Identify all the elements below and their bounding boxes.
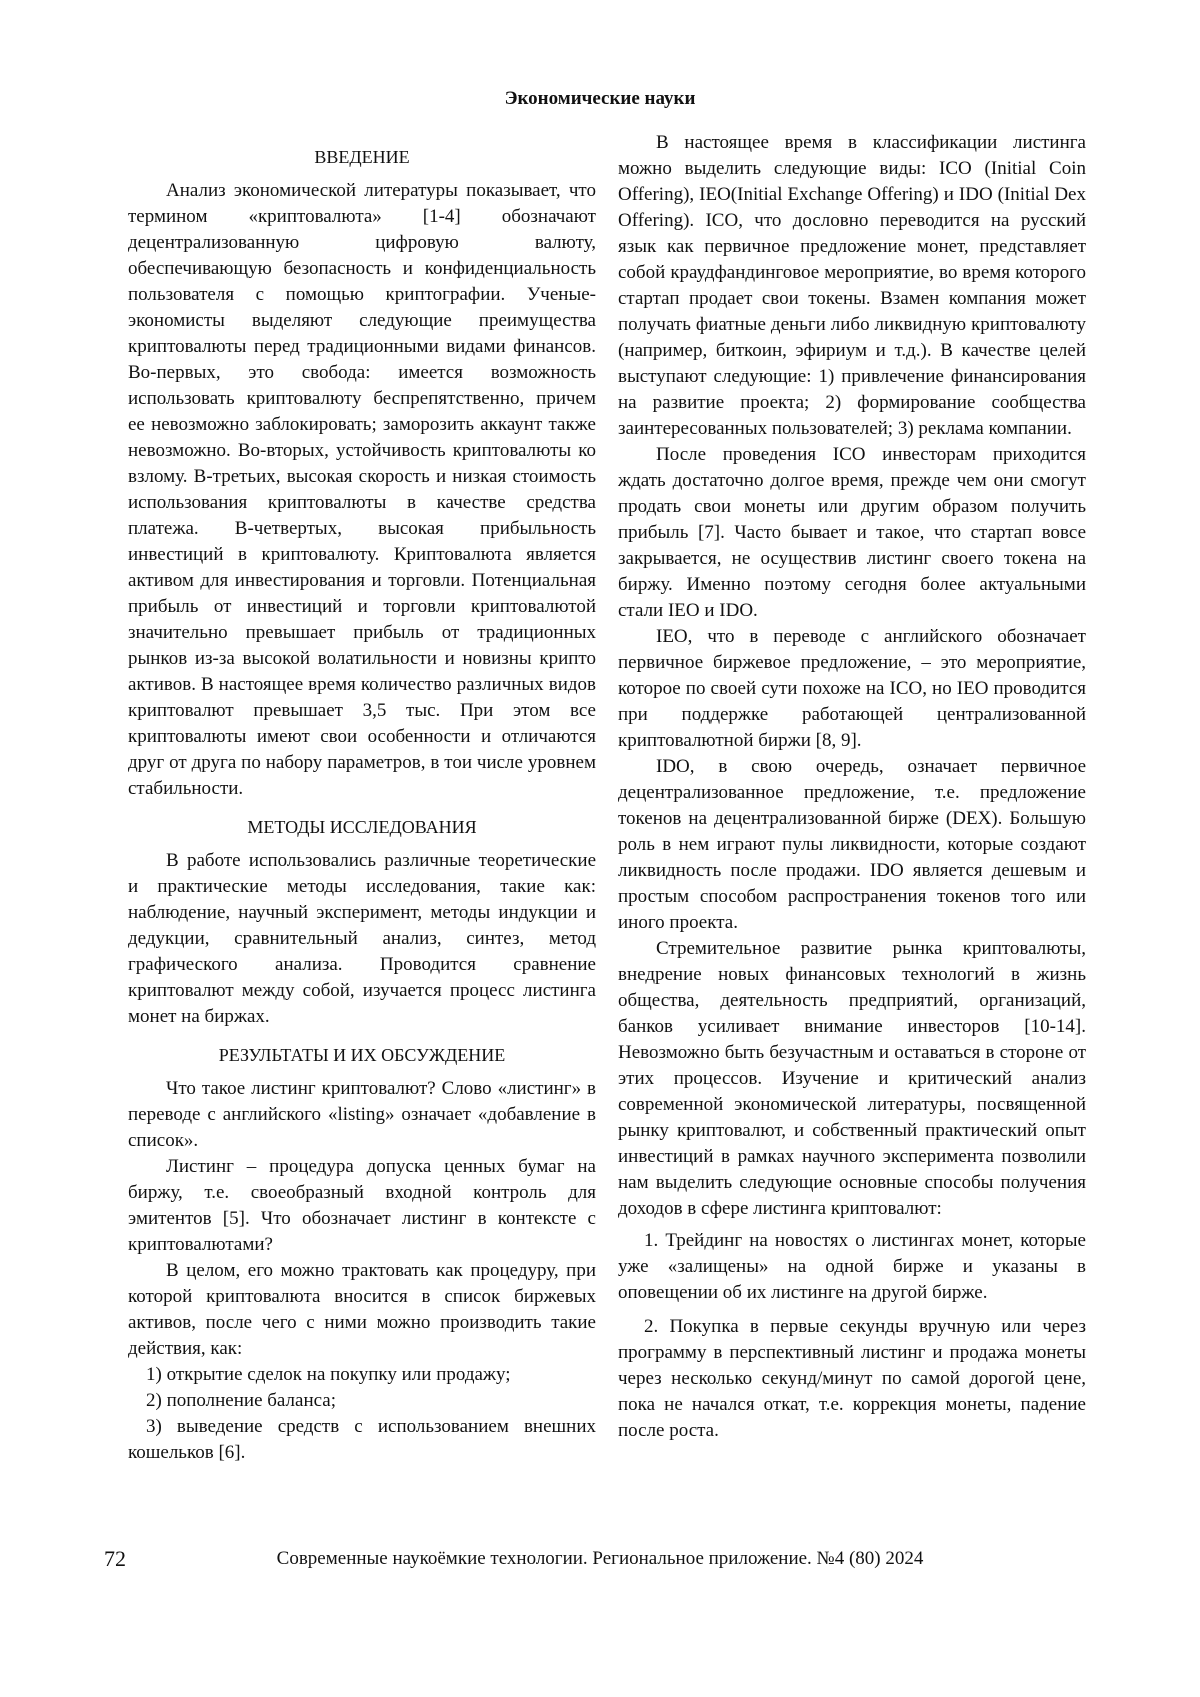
method-item: 2. Покупка в первые секунды вручную или через программу в перспективный листинг и продажа монеты через несколько секунд/минут по самой дорогой цене, пока не начался откат, т.е. коррекция монеты, падение после роста. — [618, 1316, 1086, 1441]
right-paragraph-2: После проведения ICO инвесторам приходится ждать достаточно долгое время, прежде чем они смогут продать свои монеты или другим образом получить прибыль [7]. Часто бывает и такое, что стартап вовсе закрывается, не осуществив листинг своего токена на биржу. Именно поэтому сегодня более актуальными стали IEO и IDO. — [618, 444, 1086, 621]
right-paragraph-4: IDO, в свою очередь, означает первичное децентрализованное предложение, т.е. предложение токенов на децентрализованной бирже (DEX). Большую роль в нем играют пулы ликвидности, которые создают ликвидность после продажи. IDO является дешевым и простым способом распространения токенов того или иного проекта. — [618, 756, 1086, 933]
action-item: 2) пополнение баланса; — [146, 1390, 336, 1411]
method-item: 1. Трейдинг на новостях о листингах монет, которые уже «залищены» на одной бирже и указаны в оповещении об их листинге на другой бирже. — [618, 1230, 1086, 1303]
results-paragraph-3: В целом, его можно трактовать как процедуру, при которой криптовалюта вносится в список биржевых активов, после чего с ними можно производить такие действия, как: — [128, 1260, 596, 1359]
actions-list — [128, 1362, 596, 1466]
right-paragraph-5: Стремительное развитие рынка криптовалюты, внедрение новых финансовых технологий в жизнь общества, деятельность предприятий, организаций, банков усиливает внимание инвесторов [10-14]. Невозможно быть безучастным и оставаться в стороне от этих процессов. Изучение и критический анализ современной экономической литературы, посвященной рынку криптовалют, и собственный практический опыт инвестиций в рамках научного эксперимента позволили нам выделить следующие основные способы получения доходов в сфере листинга криптовалют: — [618, 938, 1086, 1219]
left-column — [128, 144, 596, 1466]
journal-title: Современные наукоёмкие технологии. Региональное приложение. №4 (80) 2024 — [276, 1548, 924, 1569]
methods-heading: МЕТОДЫ ИССЛЕДОВАНИЯ — [247, 817, 477, 837]
intro-heading: ВВЕДЕНИЕ — [314, 147, 410, 167]
right-column — [618, 130, 1086, 1452]
results-heading: РЕЗУЛЬТАТЫ И ИХ ОБСУЖДЕНИЕ — [218, 1045, 506, 1065]
action-item: 3) выведение средств с использованием внешних кошельков [6]. — [128, 1416, 596, 1463]
results-paragraph-2: Листинг – процедура допуска ценных бумаг на биржу, т.е. своеобразный входной контроль для эмитентов [5]. Что обозначает листинг в контексте с криптовалютами? — [128, 1156, 596, 1255]
methods-paragraph: В работе использовались различные теоретические и практические методы исследования, такие как: наблюдение, научный эксперимент, методы индукции и дедукции, сравнительный анализ, синтез, метод графического анализа. Проводится сравнение криптовалют между собой, изучается процесс листинга монет на биржах. — [128, 850, 596, 1027]
right-paragraph-3: IEO, что в переводе с английского обозначает первичное биржевое предложение, – это мероприятие, которое по своей сути похоже на ICO, но IEO проводится при поддержке работающей централизованной криптовалютной биржи [8, 9]. — [618, 626, 1086, 751]
section-header: Экономические науки — [504, 88, 696, 109]
right-paragraph-1: В настоящее время в классификации листинга можно выделить следующие виды: ICO (Initial Coin Offering), IEO(Initial Exchange Offering) и IDO (Initial Dex Offering). ICO, что дословно переводится на русский язык как первичное предложение монет, представляет собой краудфандинговое мероприятие, во время которого стартап продает свои токены. Взамен компания может получать фиатные деньги либо ликвидную криптовалюту (например, биткоин, эфириум и т.д.). В качестве целей выступают следующие: 1) привлечение финансирования на развитие проекта; 2) формирование сообщества заинтересованных пользователей; 3) реклама компании. — [618, 132, 1086, 439]
page-number: 72 — [104, 1546, 126, 1571]
intro-paragraph: Анализ экономической литературы показывает, что термином «криптовалюта» [1-4] обозначают децентрализованную цифровую валюту, обеспечивающую безопасность и конфиденциальность пользователя с помощью криптографии. Ученые-экономисты выделяют следующие преимущества криптовалюты перед традиционными видами финансов. Во-первых, это свобода: имеется возможность использовать криптовалюту беспрепятственно, причем ее невозможно заблокировать; заморозить аккаунт также невозможно. Во-вторых, устойчивость криптовалюты ко взлому. В-третьих, высокая скорость и низкая стоимость использования криптовалюты в качестве средства платежа. В-четвертых, высокая прибыльность инвестиций в криптовалюту. Криптовалюта является активом для инвестирования и торговли. Потенциальная прибыль от инвестиций и торговли криптовалютой значительно превышает прибыль от традиционных рынков из-за высокой волатильности и новизны крипто активов. В настоящее время количество различных видов криптовалют превышает 3,5 тыс. При этом все криптовалюты имеют свои особенности и отличаются друг от друга по набору параметров, в тои числе уровнем стабильности. — [128, 180, 596, 799]
results-paragraph-1: Что такое листинг криптовалют? Слово «листинг» в переводе с английского «listing» означает «добавление в список». — [128, 1078, 596, 1151]
action-item: 1) открытие сделок на покупку или продажу; — [146, 1364, 511, 1385]
